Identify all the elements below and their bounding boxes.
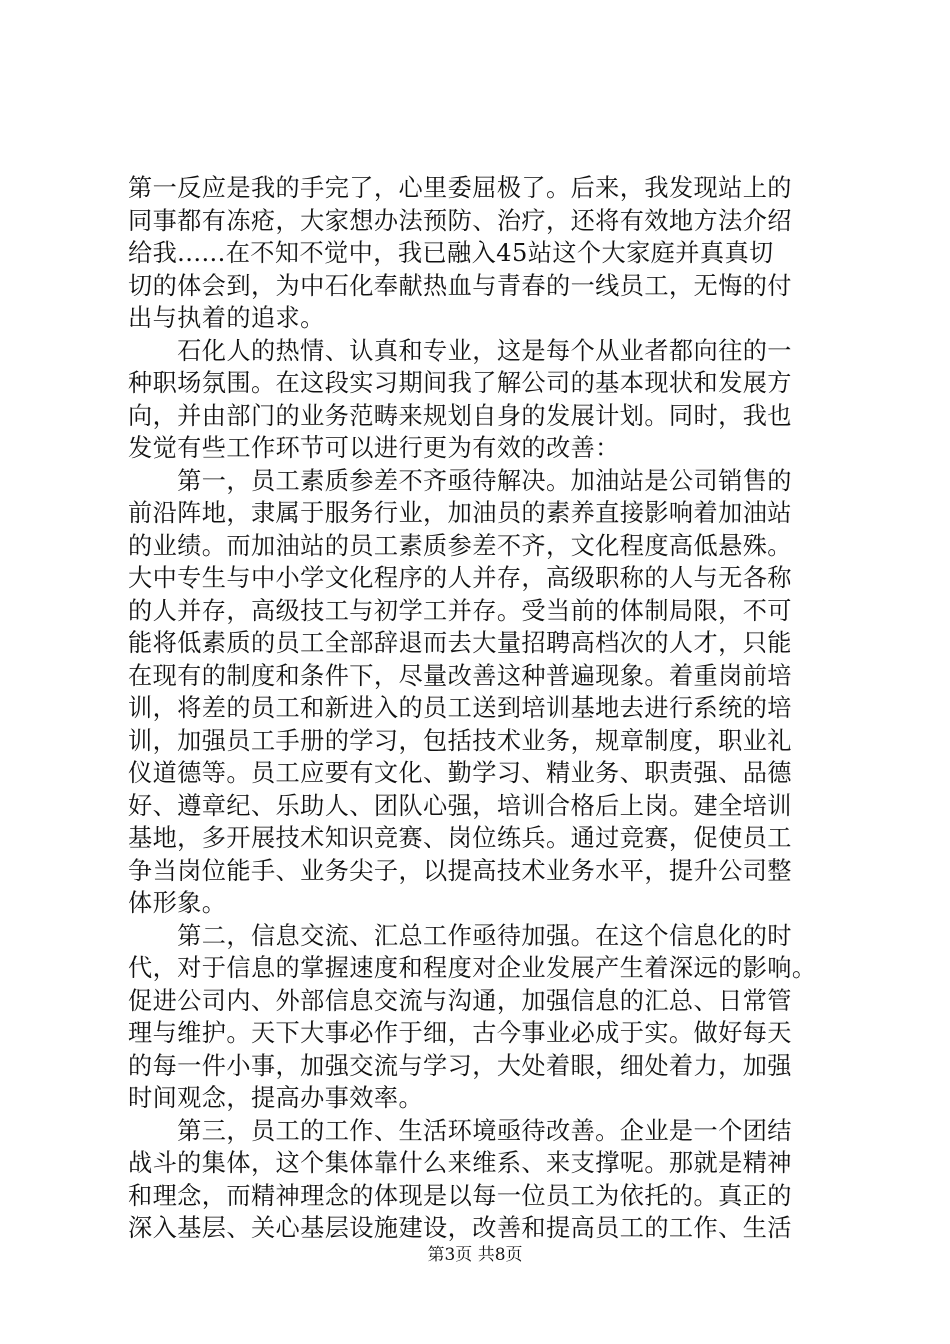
text-line: 第一反应是我的手完了，心里委屈极了。后来，我发现站上的 bbox=[128, 174, 792, 202]
text-line: 同事都有冻疮，大家想办法预防、治疗，还将有效地方法介绍 bbox=[128, 206, 792, 235]
text-line: 促进公司内、外部信息交流与沟通，加强信息的汇总、日常管 bbox=[128, 986, 792, 1015]
text-line: 基地，多开展技术知识竞赛、岗位练兵。通过竞赛，促使员工 bbox=[128, 824, 792, 852]
text-line: 的人并存，高级技工与初学工并存。受当前的体制局限，不可 bbox=[128, 596, 792, 625]
text-line: 大中专生与中小学文化程序的人并存，高级职称的人与无各称 bbox=[128, 564, 792, 592]
page-number-footer: 第3页 共8页 bbox=[427, 1245, 523, 1265]
text-line: 发觉有些工作环节可以进行更为有效的改善： bbox=[128, 434, 620, 462]
body-text bbox=[128, 172, 828, 1245]
text-line: 向，并由部门的业务范畴来规划自身的发展计划。同时，我也 bbox=[128, 401, 792, 430]
text-line: 在现有的制度和条件下，尽量改善这种普遍现象。着重岗前培 bbox=[128, 661, 792, 690]
text-line: 战斗的集体，这个集体靠什么来维系、来支撑呢。那就是精神 bbox=[128, 1149, 792, 1177]
text-line: 理与维护。天下大事必作于细，古今事业必成于实。做好每天 bbox=[128, 1019, 792, 1047]
text-line: 种职场氛围。在这段实习期间我了解公司的基本现状和发展方 bbox=[128, 369, 792, 397]
text-line: 时间观念，提高办事效率。 bbox=[128, 1084, 424, 1112]
text-line: 训，加强员工手册的学习，包括技术业务，规章制度，职业礼 bbox=[128, 726, 792, 755]
text-line: 前沿阵地，隶属于服务行业，加油员的素养直接影响着加油站 bbox=[128, 499, 792, 527]
text-line: 第二，信息交流、汇总工作亟待加强。在这个信息化的时 bbox=[128, 921, 792, 950]
text-line: 切的体会到，为中石化奉献热血与青春的一线员工，无悔的付 bbox=[128, 271, 792, 300]
text-line: 能将低素质的员工全部辞退而去大量招聘高档次的人才，只能 bbox=[128, 629, 792, 657]
text-line: 训，将差的员工和新进入的员工送到培训基地去进行系统的培 bbox=[128, 694, 792, 722]
text-line: 出与执着的追求。 bbox=[128, 304, 325, 332]
text-line: 仪道德等。员工应要有文化、勤学习、精业务、职责强、品德 bbox=[128, 759, 792, 787]
text-line: 第三，员工的工作、生活环境亟待改善。企业是一个团结 bbox=[128, 1116, 792, 1145]
text-line: 争当岗位能手、业务尖子，以提高技术业务水平，提升公司整 bbox=[128, 856, 792, 885]
text-line: 体形象。 bbox=[128, 889, 227, 917]
text-line: 代，对于信息的掌握速度和程度对企业发展产生着深远的影响。 bbox=[128, 954, 817, 982]
text-line: 深入基层、关心基层设施建设，改善和提高员工的工作、生活 bbox=[128, 1214, 792, 1242]
text-line: 石化人的热情、认真和专业，这是每个从业者都向往的一 bbox=[128, 336, 792, 365]
text-line: 好、遵章纪、乐助人、团队心强，培训合格后上岗。建全培训 bbox=[128, 791, 792, 820]
text-line: 给我......在不知不觉中，我已融入45站这个大家庭并真真切 bbox=[128, 239, 774, 267]
text-line: 和理念，而精神理念的体现是以每一位员工为依托的。真正的 bbox=[128, 1181, 792, 1210]
text-line: 第一，员工素质参差不齐亟待解决。加油站是公司销售的 bbox=[128, 466, 792, 495]
text-line: 的每一件小事，加强交流与学习，大处着眼，细处着力，加强 bbox=[128, 1051, 792, 1080]
text-line: 的业绩。而加油站的员工素质参差不齐，文化程度高低悬殊。 bbox=[128, 531, 792, 560]
